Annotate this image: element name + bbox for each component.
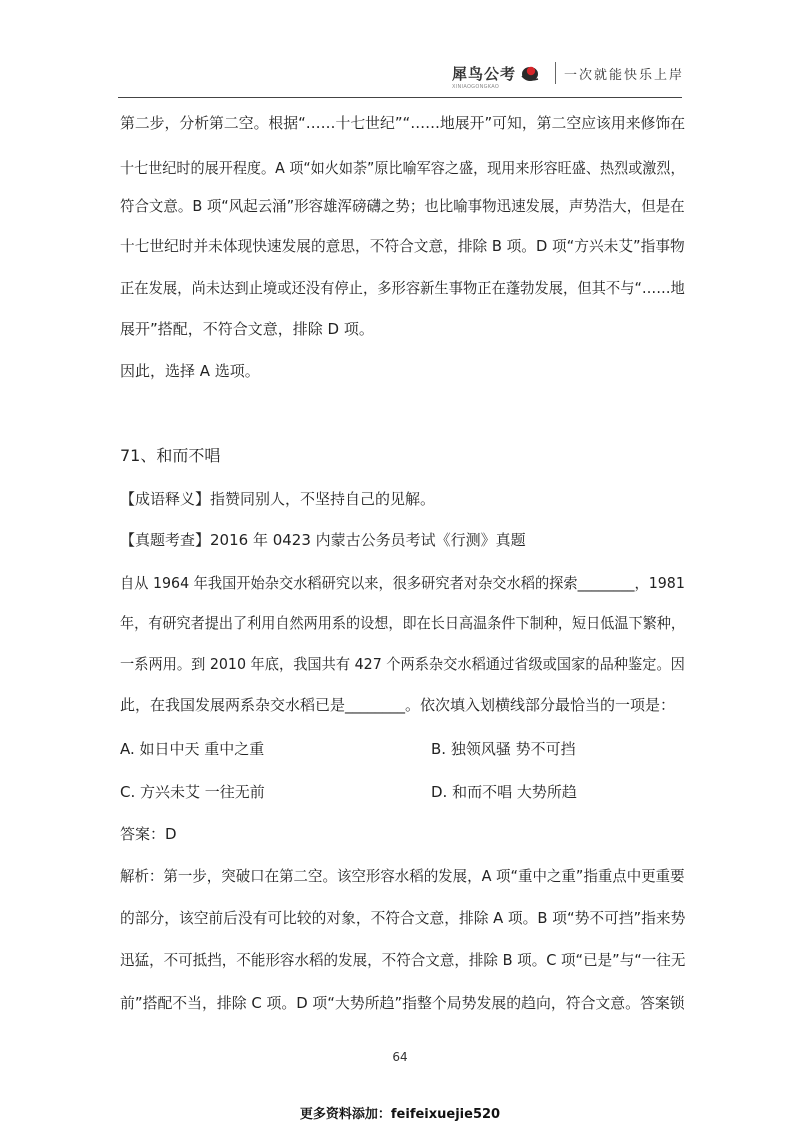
exam-source: 【真题考查】2016 年 0423 内蒙古公务员考试《行测》真题 xyxy=(120,531,526,549)
option-c: C. 方兴未艾 一往无前 xyxy=(120,783,265,801)
answer: 答案：D xyxy=(120,825,177,843)
prev-analysis-conclusion: 因此，选择 A 选项。 xyxy=(120,362,260,380)
brand-logo xyxy=(452,62,685,90)
prev-analysis-line: 十七世纪时的展开程度。A 项“如火如荼”原比喻军容之盛，现用来形容旺盛、热烈或激烈， xyxy=(120,159,685,177)
brand-slogan: 一次就能快乐上岸 xyxy=(564,67,685,83)
prev-analysis-line: 正在发展，尚未达到止境或还没有停止，多形容新生事物正在蓬勃发展，但其不与“……地 xyxy=(120,279,685,297)
footer-note: 更多资料添加：feifeixuejie520 xyxy=(299,1107,501,1122)
prev-analysis-line: 展开”搭配，不符合文意，排除 D 项。 xyxy=(120,320,374,338)
prev-analysis-line: 第二步，分析第二空。根据“……十七世纪”“……地展开”可知，第二空应该用来修饰在 xyxy=(120,114,686,132)
option-b: B. 独领风骚 势不可挡 xyxy=(431,740,576,758)
question-stem-line: 年，有研究者提出了利用自然两用系的设想，即在长日高温条件下制种，短日低温下繁种， xyxy=(120,614,686,632)
analysis-line: 解析：第一步，突破口在第二空。该空形容水稻的发展，A 项“重中之重”指重点中更重要 xyxy=(120,867,685,885)
page-header xyxy=(0,0,800,100)
question-stem-line: 自从 1964 年我国开始杂交水稻研究以来，很多研究者对杂交水稻的探索________，1981 xyxy=(120,574,685,592)
prev-analysis-line: 符合文意。B 项“风起云涌”形容雄浑磅礴之势；也比喻事物迅速发展，声势浩大，但是在 xyxy=(120,197,685,215)
prev-analysis-line: 十七世纪时并未体现快速发展的意思，不符合文意，排除 B 项。D 项“方兴未艾”指事物 xyxy=(120,237,685,255)
logo-subtext: XINIAOGONGKAO xyxy=(452,83,500,90)
logo-text: 犀鸟公考 xyxy=(452,64,517,83)
header-rule xyxy=(118,97,682,98)
question-title: 71、和而不唱 xyxy=(120,446,221,465)
option-d: D. 和而不唱 大势所趋 xyxy=(431,783,577,801)
analysis-line: 的部分，该空前后没有可比较的对象，不符合文意，排除 A 项。B 项“势不可挡”指来势 xyxy=(120,909,686,927)
analysis-line: 前”搭配不当，排除 C 项。D 项“大势所趋”指整个局势发展的趋向，符合文意。答案锁 xyxy=(120,994,685,1012)
page-number: 64 xyxy=(392,1050,408,1064)
analysis-line: 迅猛，不可抵挡，不能形容水稻的发展，不符合文意，排除 B 项。C 项“已是”与“一往无 xyxy=(120,951,686,969)
question-stem-line: 一系两用。到 2010 年底，我国共有 427 个两系杂交水稻通过省级或国家的品种鉴定。因 xyxy=(120,655,685,673)
idiom-meaning: 【成语释义】指赞同别人，不坚持自己的见解。 xyxy=(120,490,436,508)
question-stem-line: 此，在我国发展两系杂交水稻已是________。依次填入划横线部分最恰当的一项是： xyxy=(120,696,676,714)
option-a: A. 如日中天 重中之重 xyxy=(120,740,265,758)
logo-divider xyxy=(555,62,556,84)
hornbill-bird-icon xyxy=(519,62,541,84)
